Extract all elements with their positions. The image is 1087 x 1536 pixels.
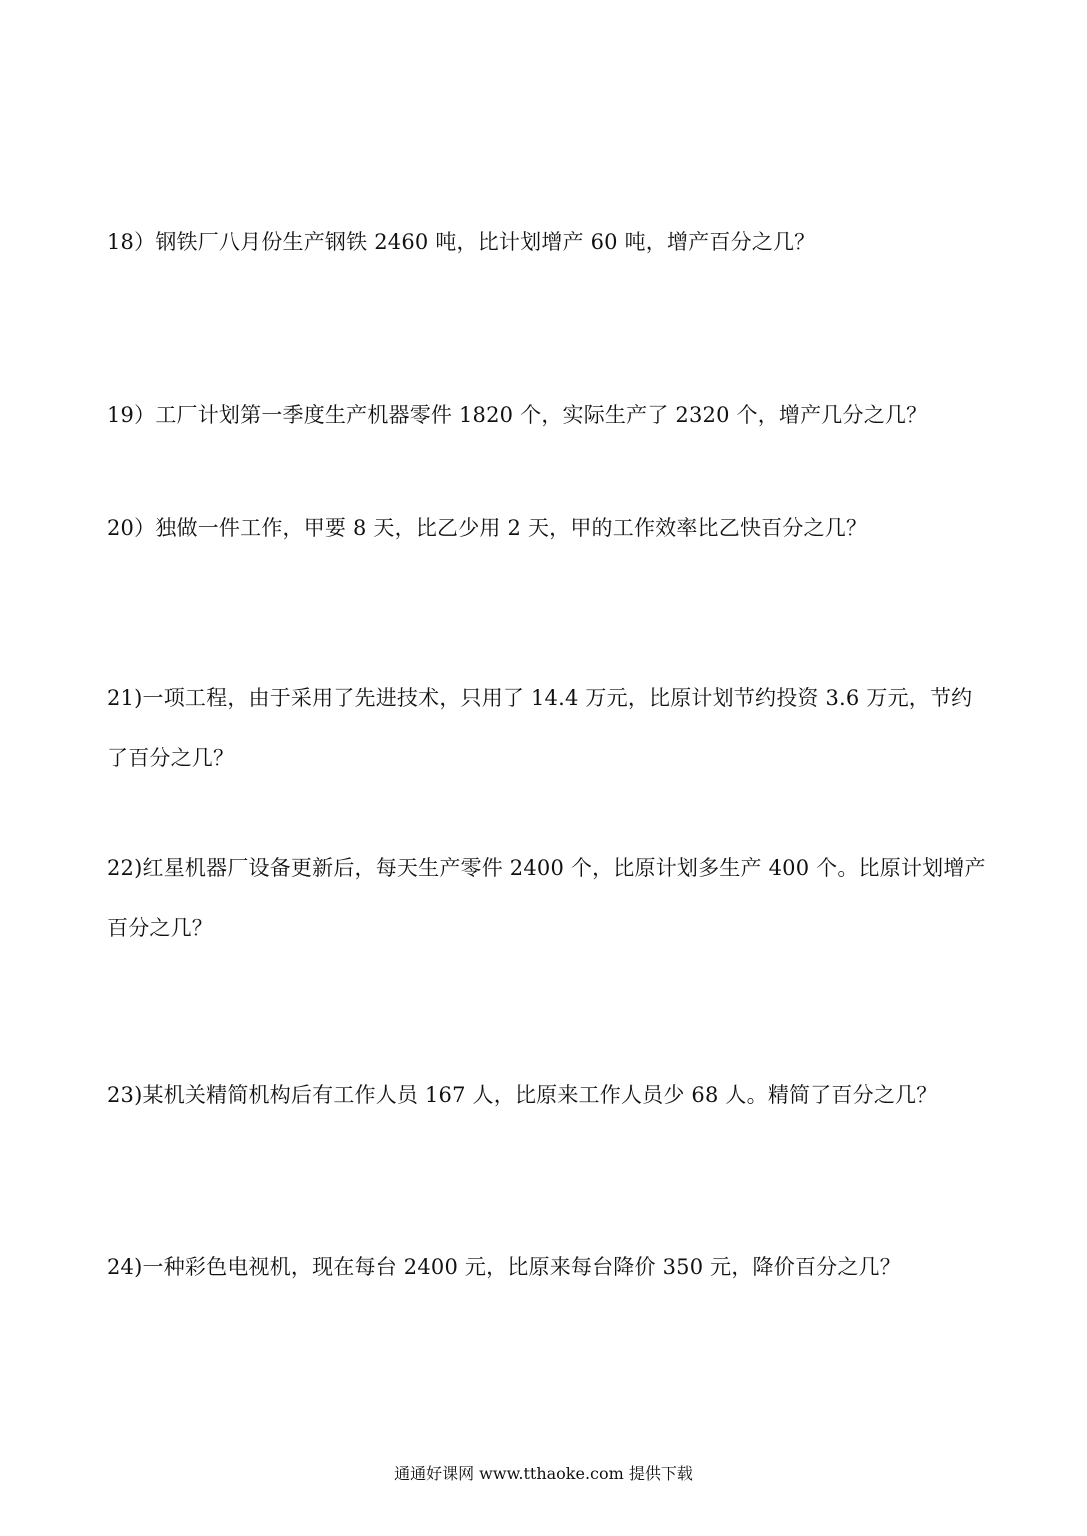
- problem-22: 22)红星机器厂设备更新后，每天生产零件 2400 个，比原计划多生产 400 个。比原计划增产百分之几？: [107, 856, 986, 940]
- problem-23: 23)某机关精简机构后有工作人员 167 人，比原来工作人员少 68 人。精简了百分之几？: [107, 1083, 938, 1107]
- problem-24: 24)一种彩色电视机，现在每台 2400 元，比原来每台降价 350 元，降价百分之几？: [107, 1255, 901, 1279]
- download-footer: 通通好课网 www.tthaoke.com 提供下载: [394, 1464, 693, 1483]
- problem-19: 19）工厂计划第一季度生产机器零件 1820 个，实际生产了 2320 个，增产几分之几？: [107, 403, 928, 427]
- problem-20: 20）独做一件工作，甲要 8 天，比乙少用 2 天，甲的工作效率比乙快百分之几？: [107, 516, 868, 540]
- problem-18: 18）钢铁厂八月份生产钢铁 2460 吨，比计划增产 60 吨，增产百分之几？: [107, 230, 816, 254]
- problem-21: 21)一项工程，由于采用了先进技术，只用了 14.4 万元，比原计划节约投资 3.6 万元，节约了百分之几？: [107, 686, 973, 770]
